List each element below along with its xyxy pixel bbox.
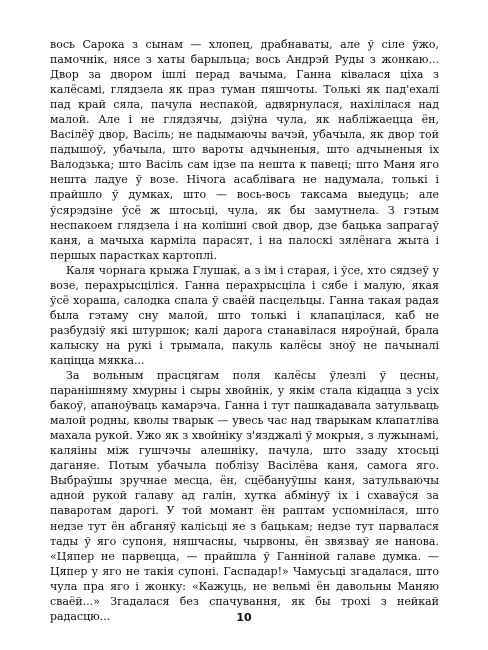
paragraph-1: вось Сарока з сынам — хлопец, драбнаваты, але ў сіле ўжо, памочнік, нясе з хаты барыльца; вось Андрэй Руды з жонкаю... Двор за двором ішлі перад вачыма, Ганна ківалася ціха з калёсамі, глядзела як праз туман пяшчоты. Толькі як пад'ехалі пад край сяла, пачула неспакой, адвярнулася, нахілілася над малой. Але і не глядзячы, дзіўна чула, як набліжаецца ён, Васілёў двор, Васіль; не падымаючы вачэй, убачыла, як двор той падышоў, убачыла, што вароты адчыненыя, што адчыненыя іх Валодзька; што Васіль сам ідзе па нешта к павеці; што Маня яго нешта ладуе ў возе. Нічога асаблівага не надумала, толькі і прайшло ў думках, што — вось-вось таксама выедуць; але ўсярэдзіне ўсё ж штосьці, чула, як бы замутнела. З гэтым неспакоем глядзела і на колішні свой двор, дзе бацька запрагаў каня, а мачыха карміла парасят, і на палоскі зялёнага жыта і першых парастках картоплі. <box>50 38 439 262</box>
paragraph-3: За вольным прасцягам поля калёсы ўлезлі ў цесны, паранішняму хмурны і сыры хвойнік, у якім стала кідацца з усіх бакоў, апаноўваць камарэча. Ганна і тут пашкадавала затульваць малой родны, кволы тварык — увесь час над тварыкам клапатліва махала рукой. Ужо як з хвойніку з'язджалі ў мокрыя, з лужынамі, каляіны між гушчэчы алешніку, пачула, што ззаду хтосьці даганяе. Потым убачыла поблізу Васілёва каня, самога яго. Выбраўшы зручнае месца, ён, сцёбануўшы каня, затульваючы адной рукой галаву ад галін, хутка абмінуў іх і схаваўся за паваротам дарогі. У той момант ён раптам успомнілася, што недзе тут ён абганяў калісьці яе з бацькам; недзе тут парвалася тады ў яго супоня, няшчасны, чырвоны, ён звязваў яе нанова. «Цяпер не парвецца, — прайшла ў Ганніной галаве думка. — Цяпер у яго не такія супоні. Гаспадар!» Чамусьці згадалася, што чула пра яго і жонку: «Кажуць, не вельмі ён давольны Маняю сваёй...» Згадалася без спачування, як бы трохі з нейкай радасцю... <box>50 369 439 623</box>
paragraph-2: Каля чорнага крыжа Глушак, а з ім і старая, і ўсе, хто сядзеў у возе, перахрысціліся. Ганна перахрысціла і сябе і малую, якая ўсё хораша, салодка спала ў сваёй пасцельцы. Ганна такая радая была гэтаму сну малой, што толькі і клапацілася, каб не разбудзіў які штуршок; калі дарога станавілася няроўнай, брала калыску на рукі і трымала, пакуль калёсы зноў не пачыналі каціцца мякка... <box>50 263 439 367</box>
page-body <box>50 37 439 624</box>
page-number: 10 <box>236 611 252 624</box>
